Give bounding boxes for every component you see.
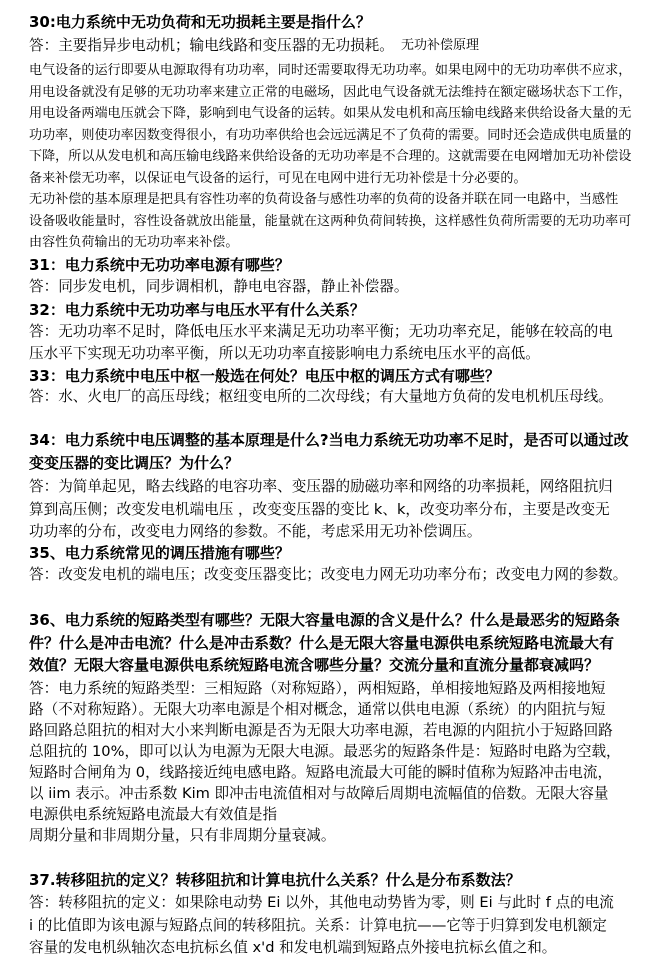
paragraph-line: 由容性负荷输出的无功功率来补偿。 <box>29 235 239 250</box>
answer-text: 周期分量和非周期分量，只有非周期分量衰减。 <box>29 827 336 844</box>
answer-text: i 的比值即为该电源与短路点间的转移阻抗。关系：计算电抗——它等于归算到发电机额定 <box>29 917 607 934</box>
answer-text: 压水平下实现无功功率平衡，所以无功功率直接影响电力系统电压水平的高低。 <box>29 345 540 362</box>
question-title: 36、电力系统的短路类型有哪些？无限大容量电源的含义是什么？什么是最恶劣的短路条 <box>29 611 620 629</box>
paragraph-line: 功功率，则使功率因数变得很小，有功功率供给也会远远满足不了负荷的需要。同时还会造成供电质量的 <box>29 127 632 143</box>
paragraph-line: 用电设备两端电压就会下降，影响到电气设备的运转。如果从发电机和高压输电线路来供给设备大量的无 <box>29 106 632 121</box>
answer-text: 答：无功功率不足时，降低电压水平来满足无功功率平衡；无功功率充足，能够在较高的电 <box>29 323 613 340</box>
question-title: 33：电力系统中电压中枢一般选在何处？电压中枢的调压方式有哪些？ <box>29 367 500 385</box>
question-title: 变变压器的变比调压？为什么？ <box>29 454 240 472</box>
paragraph-line: 无功补偿的基本原理是把具有容性功率的负荷设备与感性功率的负荷的设备并联在同一电路中，当感性 <box>29 192 619 207</box>
question-title: 37.转移阻抗的定义？转移阻抗和计算电抗什么关系？什么是分布系数法？ <box>29 871 521 889</box>
answer-text: 答：电力系统的短路类型：三相短路（对称短路），两相短路，单相接地短路及两相接地短 <box>29 680 606 697</box>
answer-text: 答：转移阻抗的定义：如果除电动势 Ei 以外，其他电动势皆为零，则 Ei 与此时 f 点的电流 <box>29 894 614 911</box>
paragraph-line: 备来补偿无功率，以保证电气设备的运行，可见在电网中进行无功补偿是十分必要的。 <box>29 170 527 186</box>
question-title: 35、电力系统常见的调压措施有哪些？ <box>29 544 290 562</box>
question-title: 31：电力系统中无功功率电源有哪些？ <box>29 256 290 274</box>
answer-text: 答：为简单起见，略去线路的电容功率、变压器的励磁功率和网络的功率损耗，网络阻抗归 <box>29 478 613 495</box>
question-title: 件？什么是冲击电流？什么是冲击系数？什么是无限大容量电源供电系统短路电流最大有 <box>29 634 615 652</box>
question-title: 效值？无限大容量电源供电系统短路电流含哪些分量？交流分量和直流分量都衰减吗？ <box>29 656 600 674</box>
answer-text: 路回路总阻抗的相对大小来判断电源是否为无限大功率电源，若电源的内阻抗小于短路回路 <box>29 722 613 739</box>
answer-text: 以 iim 表示。冲击系数 Kim 即冲击电流值相对与故障后周期电流幅值的倍数。无限大容量 <box>29 785 609 802</box>
paragraph-line: 用电设备就没有足够的无功功率来建立正常的电磁场，因此电气设备就无法维持在额定磁场状态下工作， <box>29 84 632 100</box>
paragraph-line: 电气设备的运行即要从电源取得有功功率，同时还需要取得无功功率。如果电网中的无功功率供不应求， <box>29 63 632 78</box>
answer-text: 答：改变发电机的端电压；改变变压器变比；改变电力网无功功率分布；改变电力网的参数。 <box>29 566 628 583</box>
paragraph-line: 设备吸收能量时，容性设备就放出能量，能量就在这两种负荷间转换，这样感性负荷所需要的无功功率可 <box>29 213 632 229</box>
answer-text: 答：水、火电厂的高压母线；枢纽变电所的二次母线；有大量地方负荷的发电机机压母线。 <box>29 388 613 405</box>
answer-text: 算到高压侧；改变发电机端电压 ，改变变压器的变比 k、k，改变功率分布，主要是改变无 <box>29 501 610 518</box>
answer-text: 答：同步发电机，同步调相机，静电电容器，静止补偿器。 <box>29 278 409 295</box>
answer-text: 总阻抗的 10%，即可以认为电源为无限大电源。最恶劣的短路条件是：短路时电路为空载， <box>29 743 621 760</box>
answer-text: 功功率的分布，改变电力网络的参数。不能，考虑采用无功补偿调压。 <box>29 523 482 540</box>
question-title: 32：电力系统中无功功率与电压水平有什么关系？ <box>29 301 365 319</box>
subheading: 无功补偿原理 <box>401 38 480 53</box>
answer-text: 电源供电系统短路电流最大有效值是指 <box>29 806 278 823</box>
answer-text: 路（不对称短路）。无限大功率电源是个相对概念，通常以供电电源（系统）的内阻抗与短 <box>29 701 606 718</box>
question-title: 30:电力系统中无功负荷和无功损耗主要是指什么？ <box>29 13 371 31</box>
paragraph-line: 下降，所以从发电机和高压输电线路来供给设备的无功功率是不合理的。这就需要在电网增加无功补偿设 <box>29 149 632 164</box>
answer-text: 容量的发电机纵轴次态电抗标幺值 x'd 和发电机端到短路点外接电抗标幺值之和。 <box>29 939 557 956</box>
answer-text: 短路时合闸角为 0，线路接近纯电感电路。短路电流最大可能的瞬时值称为短路冲击电流， <box>29 764 613 781</box>
answer-text: 答：主要指异步电动机；输电线路和变压器的无功损耗。 <box>29 37 394 54</box>
question-title: 34：电力系统中电压调整的基本原理是什么?当电力系统无功功率不足时，是否可以通过改 <box>29 431 629 449</box>
